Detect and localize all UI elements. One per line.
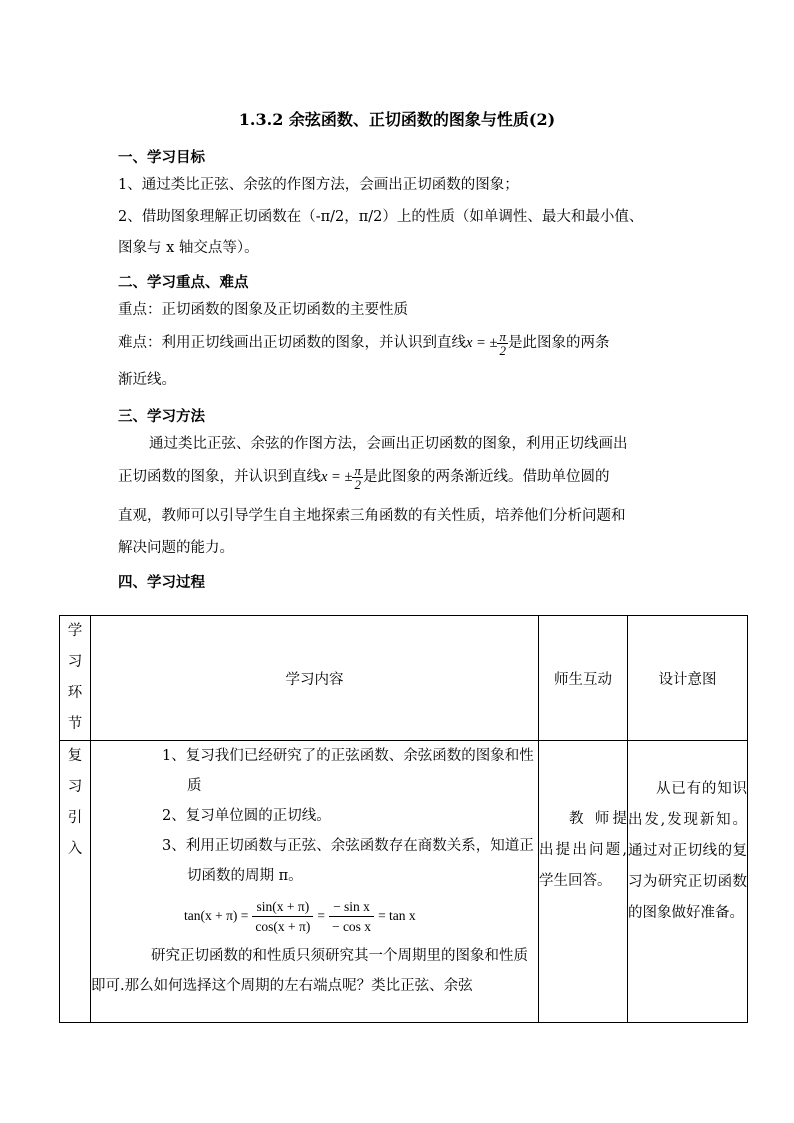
intent-cell: 从已有的知识出发,发现新知。通过对正切线的复习为研究正切函数的图象做好准备。 bbox=[628, 741, 748, 1023]
method-line2 bbox=[118, 462, 609, 492]
formula-f1-den: cos(x + π) bbox=[255, 918, 311, 934]
interaction-cell: 教 师提出提出问题,学生回答。 bbox=[539, 741, 628, 1023]
header-stage bbox=[60, 616, 91, 741]
objective-2-line2: 图象与 x 轴交点等）。 bbox=[118, 240, 259, 256]
key-point: 重点：正切函数的图象及正切函数的主要性质 bbox=[118, 302, 408, 318]
formula-f2-den: − cos x bbox=[331, 918, 372, 934]
list-item: 1、复习我们已经研究了的正弦函数、余弦函数的图象和性 bbox=[162, 748, 534, 764]
method-line4: 解决问题的能力。 bbox=[118, 540, 234, 556]
stage-char: 入 bbox=[67, 841, 83, 857]
formula-f2-num: − sin x bbox=[329, 897, 374, 917]
formula-fraction-2 bbox=[329, 897, 374, 936]
fraction-numerator-2: π bbox=[354, 463, 361, 479]
list-item: 3、利用正切函数与正弦、余弦函数存在商数关系，知道正 bbox=[162, 838, 534, 854]
method-line1: 通过类比正弦、余弦的作图方法，会画出正切函数的图象，利用正切线画出 bbox=[149, 436, 628, 452]
section-heading-process: 四、学习过程 bbox=[118, 574, 205, 591]
tan-period-formula bbox=[91, 891, 538, 941]
section-heading-key-points: 二、学习重点、难点 bbox=[118, 274, 249, 291]
asymptote-equation-2 bbox=[321, 463, 363, 493]
objective-1: 1、通过类比正弦、余弦的作图方法，会画出正切函数的图象； bbox=[118, 177, 519, 193]
difficulty-text-post: 是此图象的两条 bbox=[507, 335, 610, 351]
section-heading-objectives: 一、学习目标 bbox=[118, 149, 205, 166]
stage-char: 复 bbox=[67, 748, 83, 764]
content-paragraph: 研究正切函数的和性质只须研究其一个周期里的图象和性质即可.那么如何选择这个周期的左右端点呢？类比正弦、余弦 bbox=[91, 948, 528, 994]
pi-over-two-fraction-2 bbox=[352, 464, 363, 491]
page-title: 1.3.2 余弦函数、正切函数的图象与性质(2) bbox=[238, 110, 556, 129]
table-header-row bbox=[60, 616, 748, 741]
formula-rhs: = tan x bbox=[378, 908, 416, 923]
section-heading-method: 三、学习方法 bbox=[118, 408, 205, 425]
header-stage-char: 环 bbox=[67, 685, 83, 701]
list-item-continued: 切函数的周期 π。 bbox=[187, 868, 303, 884]
header-interaction: 师生互动 bbox=[539, 616, 628, 741]
method-line3: 直观，教师可以引导学生自主地探索三角函数的有关性质，培养他们分析问题和 bbox=[118, 508, 626, 524]
header-stage-char: 学 bbox=[67, 623, 83, 639]
header-intent: 设计意图 bbox=[628, 616, 748, 741]
difficulty-line1 bbox=[118, 328, 609, 358]
learning-process-table bbox=[59, 615, 748, 1023]
list-item: 2、复习单位圆的正切线。 bbox=[162, 808, 331, 824]
list-item-continued: 质 bbox=[187, 778, 202, 794]
x-equals-plus-minus: x = ± bbox=[466, 335, 498, 351]
method-line2-pre: 正切函数的图象，并认识到直线 bbox=[118, 469, 321, 485]
formula-equals: = bbox=[317, 908, 325, 923]
stage-char: 引 bbox=[67, 810, 83, 826]
header-stage-char: 习 bbox=[67, 654, 83, 670]
asymptote-equation bbox=[466, 329, 508, 359]
table-row bbox=[60, 741, 748, 1023]
method-line2-post: 是此图象的两条渐近线。借助单位圆的 bbox=[362, 469, 610, 485]
objective-2-line1: 2、借助图象理解正切函数在（-π/2，π/2）上的性质（如单调性、最大和最小值、 bbox=[118, 209, 644, 225]
x-equals-plus-minus-2: x = ± bbox=[321, 469, 353, 485]
fraction-denominator: 2 bbox=[499, 343, 506, 359]
fraction-numerator: π bbox=[499, 329, 506, 345]
difficulty-text-pre: 难点：利用正切线画出正切函数的图象，并认识到直线 bbox=[118, 335, 466, 351]
stage-char: 习 bbox=[67, 779, 83, 795]
header-content: 学习内容 bbox=[91, 616, 539, 741]
formula-f1-num: sin(x + π) bbox=[252, 897, 313, 917]
header-stage-char: 节 bbox=[67, 716, 83, 732]
content-cell bbox=[91, 741, 539, 1023]
formula-lhs: tan(x + π) = bbox=[184, 908, 249, 923]
formula-fraction-1 bbox=[252, 897, 313, 936]
fraction-denominator-2: 2 bbox=[354, 477, 361, 493]
difficulty-line2: 渐近线。 bbox=[118, 372, 176, 388]
stage-review bbox=[60, 741, 91, 1023]
pi-over-two-fraction bbox=[497, 330, 508, 357]
